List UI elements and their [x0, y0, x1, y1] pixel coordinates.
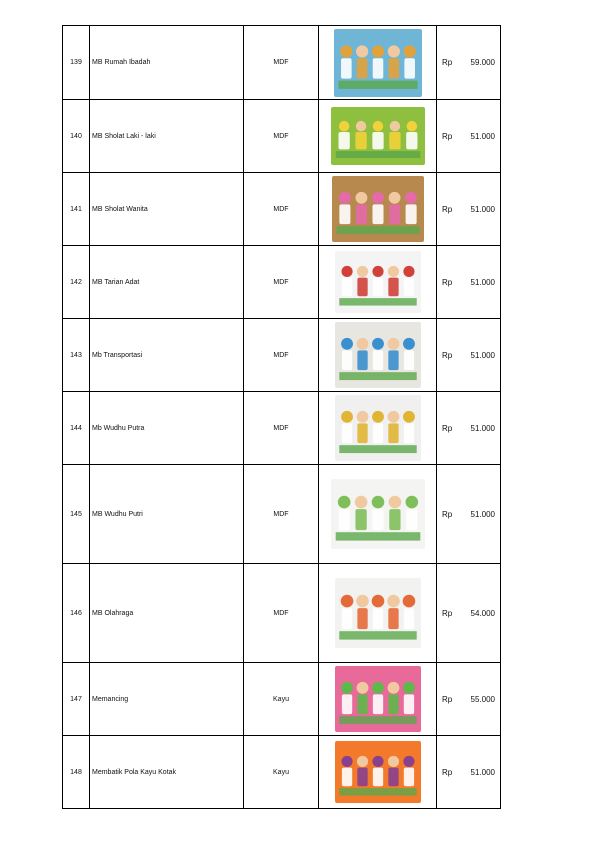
table-row: [63, 173, 501, 246]
product-price-cell: [437, 26, 501, 100]
currency-label: Rp: [442, 423, 453, 433]
price-value: 51.000: [470, 767, 495, 777]
currency-label: Rp: [442, 131, 453, 141]
product-price-cell: [437, 564, 501, 663]
ablution-girls-puzzle-photo: [331, 479, 425, 549]
table-row: [63, 564, 501, 663]
product-image-cell: [319, 173, 437, 246]
product-image-cell: [319, 736, 437, 809]
price-value: 54.000: [470, 608, 495, 618]
product-price-cell: [437, 173, 501, 246]
product-price-cell: [437, 392, 501, 465]
product-material: MDF: [244, 173, 319, 246]
item-number: 140: [63, 100, 90, 173]
item-number: 146: [63, 564, 90, 663]
traditional-dance-puzzle-photo: [335, 251, 421, 313]
product-name: Mb Transportasi: [90, 319, 244, 392]
sports-puzzle-photo: [335, 578, 421, 648]
item-number: 142: [63, 246, 90, 319]
item-number: 148: [63, 736, 90, 809]
price-value: 59.000: [470, 58, 495, 67]
product-name: MB Wudhu Putri: [90, 465, 244, 564]
currency-label: Rp: [442, 204, 453, 214]
product-image-cell: [319, 246, 437, 319]
currency-label: Rp: [442, 694, 453, 704]
table-row: [63, 100, 501, 173]
price-value: 51.000: [470, 277, 495, 287]
product-material: Kayu: [244, 663, 319, 736]
product-name: MB Sholat Wanita: [90, 173, 244, 246]
product-price-cell: [437, 246, 501, 319]
currency-label: Rp: [442, 608, 453, 618]
table-row: [63, 663, 501, 736]
product-name: MB Olahraga: [90, 564, 244, 663]
product-name: Mb Wudhu Putra: [90, 392, 244, 465]
currency-label: Rp: [442, 58, 453, 67]
product-price-cell: [437, 663, 501, 736]
price-value: 51.000: [470, 350, 495, 360]
houses-of-worship-puzzle-photo: [334, 29, 422, 97]
product-name: Memancing: [90, 663, 244, 736]
product-price-cell: [437, 736, 501, 809]
product-image-cell: [319, 319, 437, 392]
product-image-cell: [319, 564, 437, 663]
price-value: 51.000: [470, 131, 495, 141]
table-row: [63, 26, 501, 100]
price-value: 51.000: [470, 204, 495, 214]
price-value: 51.000: [470, 509, 495, 519]
boys-praying-puzzle-photo: [331, 107, 425, 165]
product-image-cell: [319, 26, 437, 100]
product-price-cell: [437, 319, 501, 392]
fishing-toy-photo: [335, 666, 421, 732]
product-name: MB Rumah Ibadah: [90, 26, 244, 100]
product-name: Membatik Pola Kayu Kotak: [90, 736, 244, 809]
product-material: MDF: [244, 465, 319, 564]
product-material: Kayu: [244, 736, 319, 809]
currency-label: Rp: [442, 767, 453, 777]
item-number: 147: [63, 663, 90, 736]
item-number: 143: [63, 319, 90, 392]
item-number: 139: [63, 26, 90, 100]
product-price-cell: [437, 465, 501, 564]
currency-label: Rp: [442, 350, 453, 360]
item-number: 141: [63, 173, 90, 246]
table-row: [63, 319, 501, 392]
girls-praying-puzzle-photo: [332, 176, 424, 242]
price-value: 55.000: [470, 694, 495, 704]
product-material: MDF: [244, 392, 319, 465]
product-image-cell: [319, 392, 437, 465]
product-material: MDF: [244, 319, 319, 392]
table-row: [63, 465, 501, 564]
product-material: MDF: [244, 100, 319, 173]
price-value: 51.000: [470, 423, 495, 433]
product-price-cell: [437, 100, 501, 173]
item-number: 145: [63, 465, 90, 564]
product-material: MDF: [244, 246, 319, 319]
product-image-cell: [319, 465, 437, 564]
batik-pattern-board-photo: [335, 741, 421, 803]
product-table: [62, 25, 501, 809]
product-image-cell: [319, 100, 437, 173]
table-row: [63, 736, 501, 809]
item-number: 144: [63, 392, 90, 465]
product-name: MB Tarian Adat: [90, 246, 244, 319]
product-material: MDF: [244, 26, 319, 100]
ablution-boys-puzzle-photo: [335, 395, 421, 461]
product-material: MDF: [244, 564, 319, 663]
table-row: [63, 246, 501, 319]
product-image-cell: [319, 663, 437, 736]
product-name: MB Sholat Laki - laki: [90, 100, 244, 173]
table-row: [63, 392, 501, 465]
currency-label: Rp: [442, 509, 453, 519]
currency-label: Rp: [442, 277, 453, 287]
transportation-puzzle-photo: [335, 322, 421, 388]
